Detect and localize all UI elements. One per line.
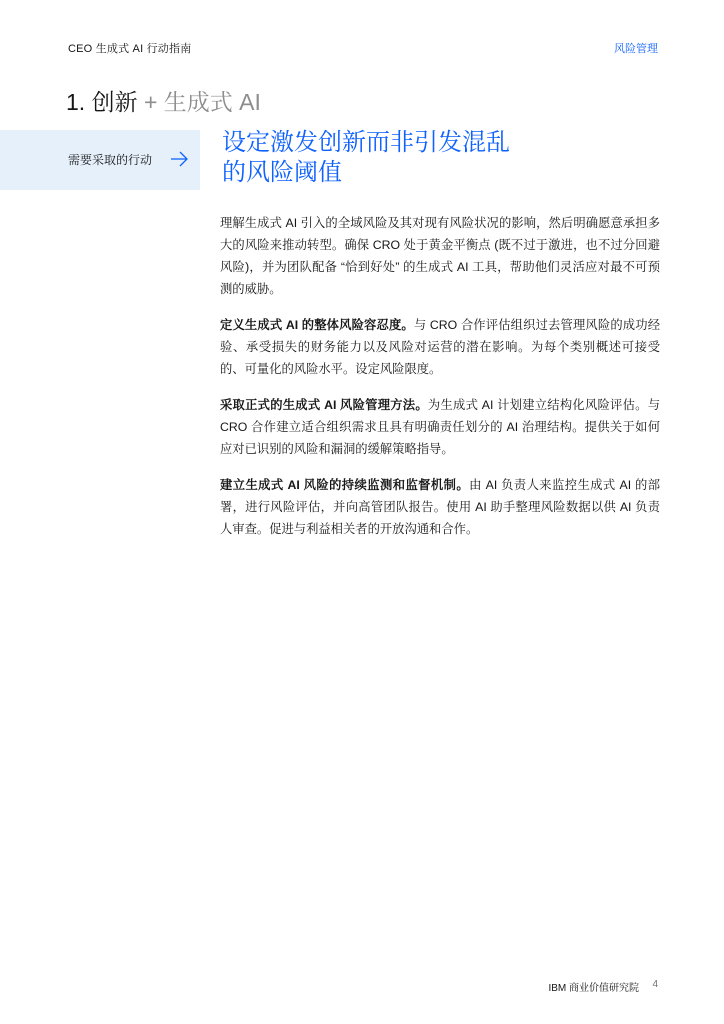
paragraph-intro [220,212,660,300]
paragraph-lead: 定义生成式 AI 的整体风险容忍度。 [220,318,414,332]
paragraph-text: 与 CRO 合作评估组织过去管理风险的成功经验、承受损失的财务能力以及风险对运营的潜在影响。为每个类别概述可接受的、可量化的风险水平。设定风险限度。 [220,318,660,376]
main-heading-line1: 设定激发创新而非引发混乱 [222,129,510,156]
page-number: 4 [652,979,658,990]
footer-organization: IBM 商业价值研究院 [548,983,639,994]
paragraph-monitoring [220,474,660,540]
main-heading-line2: 的风险阈值 [222,159,342,186]
section-number-topic: 1. 创新 [66,89,138,115]
paragraph-risk-tolerance [220,314,660,380]
document-title: CEO 生成式 AI 行动指南 [68,43,192,55]
action-callout [0,130,200,190]
paragraph-text: 为生成式 AI 计划建立结构化风险评估。与 CRO 合作建立适合组织需求且具有明确责任划分的 AI 治理结构。提供关于如何应对已识别的风险和漏洞的缓解策略指导。 [220,398,661,456]
section-subtopic: 生成式 AI [163,89,261,115]
paragraph-lead: 建立生成式 AI 风险的持续监测和监督机制。 [220,478,470,492]
section-tag: 风险管理 [614,43,658,55]
section-plus: + [143,89,158,115]
arrow-right-icon [168,148,190,170]
paragraph-risk-management [220,394,660,460]
body-text [220,212,660,554]
section-title [66,84,261,117]
paragraph-text: 理解生成式 AI 引入的全域风险及其对现有风险状况的影响，然后明确愿意承担多大的风险来推动转型。确保 CRO 处于黄金平衡点 (既不过于激进，也不过分回避风险)，并为团队配备 “恰到好处” 的生成式 AI 工具，帮助他们灵活应对最不可预测的威胁。 [220,216,660,296]
action-label: 需要采取的行动 [68,153,153,167]
paragraph-lead: 采取正式的生成式 AI 风险管理方法。 [220,398,428,412]
paragraph-text: 由 AI 负责人来监控生成式 AI 的部署，进行风险评估，并向高管团队报告。使用 AI 助手整理风险数据以供 AI 负责人审查。促进与利益相关者的开放沟通和合作。 [220,478,660,536]
main-heading [222,128,562,188]
